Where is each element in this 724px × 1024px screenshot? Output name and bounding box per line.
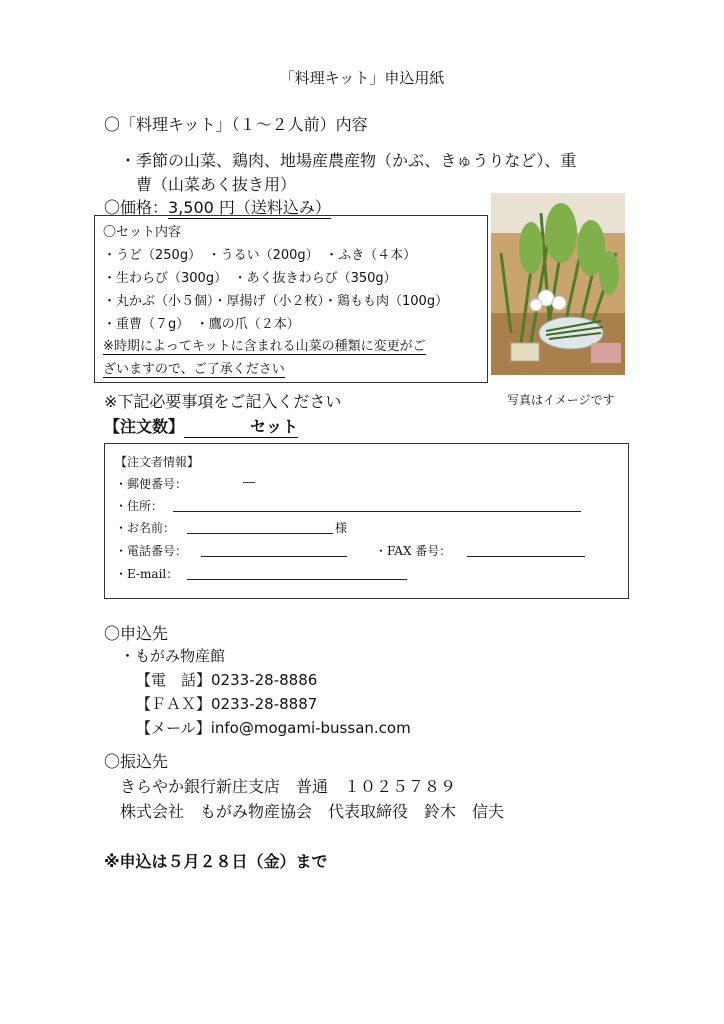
tel-value: 0233-28-8886 [211,671,318,689]
fax-value: 0233-28-8887 [211,695,318,713]
set-contents-row: ・丸かぶ（小５個）・厚揚げ（小２枚）・鶏もも肉（100g） [103,294,449,309]
orderer-info-heading: 【注文者情報】 [115,455,200,469]
apply-fax-row [136,693,317,714]
contents-item-line1: ・季節の山菜、鶏肉、地場産農産物（かぶ、きゅうりなど）、重 [120,151,577,170]
apply-to-org: ・もがみ物産館 [120,647,226,665]
order-quantity-label: 【注文数】 [104,417,185,436]
tel-label: 【電 話】 [136,671,212,689]
transfer-account-holder: 株式会社 もがみ物産協会 代表取締役 鈴木 信夫 [120,802,505,821]
address-field[interactable] [173,511,581,512]
fax-label: ・FAX 番号： [375,544,452,558]
apply-tel-row [136,669,317,690]
transfer-bank: きらやか銀行新庄支店 普通 １０２５７８９ [120,777,457,796]
apply-to-heading: 〇申込先 [104,624,169,643]
fax-field[interactable] [467,556,585,557]
transfer-heading: 〇振込先 [104,752,169,771]
orderer-info-box [104,443,629,599]
postal-code-label: ・郵便番号： [115,477,188,491]
order-quantity-field[interactable] [184,422,250,438]
photo-caption: 写真はイメージです [507,393,615,407]
set-contents-note-1: ※時期によってキットに含まれる山菜の種類に変更がご [103,339,426,354]
mail-value: info@mogami-bussan.com [210,719,411,737]
product-photo [491,193,625,375]
contents-item-line2: 曹（山菜あく抜き用） [136,175,297,194]
name-field[interactable] [187,533,333,534]
address-label: ・住所： [115,499,164,513]
set-contents-row: ・うど（250g） ・うるい（200g） ・ふき（４本） [103,248,417,263]
page-title: 「料理キット」申込用紙 [279,69,445,87]
set-contents-row: ・重曹（７g） ・鷹の爪（２本） [103,317,300,332]
fax-row-label: 【ＦＡＸ】 [136,695,212,713]
contents-heading: 〇「料理キット」（１～２人前）内容 [104,115,368,134]
set-contents-box [94,215,488,383]
instruction-text: ※下記必要事項をご記入ください [104,392,342,411]
mail-label: 【メール】 [136,719,211,737]
order-quantity-row [104,414,298,438]
name-label: ・お名前： [115,521,176,535]
name-suffix: 様 [335,521,348,535]
deadline-notice: ※申込は５月２８日（金）まで [104,852,328,871]
postal-code-dash: ― [243,475,255,489]
email-field[interactable] [187,579,407,580]
email-label: ・E-mail： [115,567,179,581]
set-contents-heading: 〇セット内容 [103,225,182,240]
set-contents-row: ・生わらび（300g） ・あく抜きわらび（350g） [103,271,397,286]
price-label: 〇価格： [104,198,169,217]
phone-field[interactable] [201,556,347,557]
order-quantity-unit: セット [250,414,298,438]
vegetables-image [491,193,625,375]
price-value: 3,500 円（送料込み） [168,195,331,219]
phone-label: ・電話番号： [115,544,188,558]
apply-mail-row [136,717,411,738]
set-contents-note-2: ざいますので、ご了承ください [103,362,285,377]
